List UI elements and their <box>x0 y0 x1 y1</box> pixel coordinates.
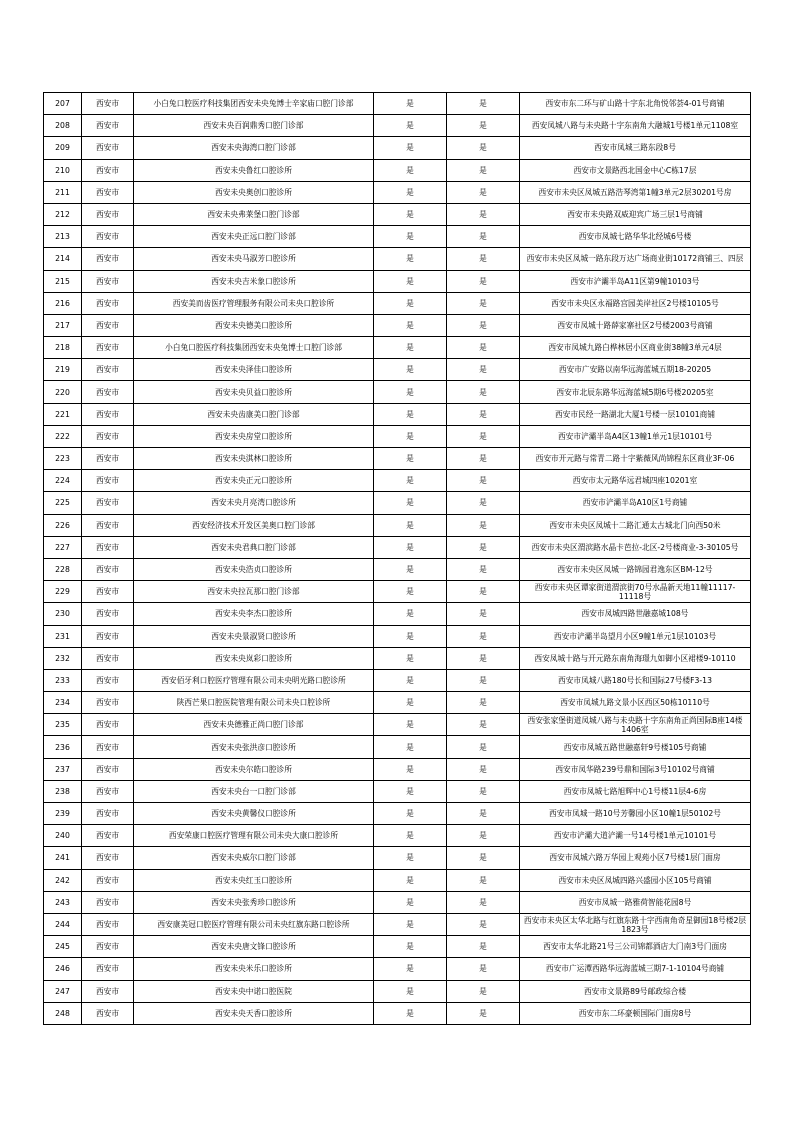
address-cell: 西安市凤城八路180号长和国际27号楼F3-13 <box>520 669 751 691</box>
flag-b-cell: 是 <box>447 226 520 248</box>
address-cell: 西安张家堡街道凤城八路与未央路十字东南角正尚国际B座14楼1406室 <box>520 714 751 736</box>
address-cell: 西安市民经一路湖北大厦1号楼一层10101商铺 <box>520 403 751 425</box>
table-row <box>44 314 751 336</box>
address-cell: 西安市凤城一路雅荷智能花园8号 <box>520 891 751 913</box>
city-cell: 西安市 <box>82 470 134 492</box>
flag-b-cell: 是 <box>447 1002 520 1024</box>
flag-b-cell: 是 <box>447 692 520 714</box>
flag-b-cell: 是 <box>447 115 520 137</box>
clinic-name-cell: 西安未央中诺口腔医院 <box>134 980 374 1002</box>
table-row <box>44 137 751 159</box>
table-row <box>44 403 751 425</box>
clinic-name-cell: 西安未央马淑芳口腔诊所 <box>134 248 374 270</box>
row-number-cell: 209 <box>44 137 82 159</box>
table-row <box>44 913 751 935</box>
flag-a-cell: 是 <box>374 270 447 292</box>
table-row <box>44 381 751 403</box>
table-row <box>44 603 751 625</box>
city-cell: 西安市 <box>82 381 134 403</box>
address-cell: 西安市文景路西北国金中心C栋17层 <box>520 159 751 181</box>
city-cell: 西安市 <box>82 647 134 669</box>
table-row <box>44 891 751 913</box>
clinic-name-cell: 西安未央张洪彦口腔诊所 <box>134 736 374 758</box>
table-row <box>44 115 751 137</box>
flag-a-cell: 是 <box>374 448 447 470</box>
flag-a-cell: 是 <box>374 825 447 847</box>
clinic-name-cell: 西安未央唐文锋口腔诊所 <box>134 936 374 958</box>
row-number-cell: 234 <box>44 692 82 714</box>
address-cell: 西安市未央路双威迎宾广场三层1号商铺 <box>520 203 751 225</box>
address-cell: 西安市凤城九路文景小区西区50栋10110号 <box>520 692 751 714</box>
address-cell: 西安市凤城五路世融嘉轩9号楼105号商铺 <box>520 736 751 758</box>
clinic-name-cell: 西安未央淇林口腔诊所 <box>134 448 374 470</box>
address-cell: 西安市未央区永福路宫园美岸社区2号楼10105号 <box>520 292 751 314</box>
clinic-name-cell: 西安未央泽佳口腔诊所 <box>134 359 374 381</box>
flag-b-cell: 是 <box>447 93 520 115</box>
flag-a-cell: 是 <box>374 359 447 381</box>
city-cell: 西安市 <box>82 359 134 381</box>
flag-b-cell: 是 <box>447 714 520 736</box>
table-row <box>44 159 751 181</box>
row-number-cell: 220 <box>44 381 82 403</box>
flag-a-cell: 是 <box>374 203 447 225</box>
clinic-name-cell: 小白兔口腔医疗科技集团西安未央兔博士辛家庙口腔门诊部 <box>134 93 374 115</box>
row-number-cell: 207 <box>44 93 82 115</box>
flag-b-cell: 是 <box>447 891 520 913</box>
row-number-cell: 225 <box>44 492 82 514</box>
address-cell: 西安市凤城七路华华北经城6号楼 <box>520 226 751 248</box>
city-cell: 西安市 <box>82 514 134 536</box>
flag-b-cell: 是 <box>447 248 520 270</box>
address-cell: 西安市凤华路239号鼎和国际3号10102号商铺 <box>520 758 751 780</box>
flag-a-cell: 是 <box>374 891 447 913</box>
city-cell: 西安市 <box>82 581 134 603</box>
city-cell: 西安市 <box>82 692 134 714</box>
flag-a-cell: 是 <box>374 403 447 425</box>
flag-a-cell: 是 <box>374 137 447 159</box>
row-number-cell: 243 <box>44 891 82 913</box>
address-cell: 西安市浐灞半岛A4区13幢1单元1层10101号 <box>520 425 751 447</box>
row-number-cell: 212 <box>44 203 82 225</box>
address-cell: 西安市未央区凤城十二路汇通太古城北门向西50米 <box>520 514 751 536</box>
city-cell: 西安市 <box>82 492 134 514</box>
city-cell: 西安市 <box>82 913 134 935</box>
address-cell: 西安市广运潭西路华远海蓝城三期7-1-10104号商铺 <box>520 958 751 980</box>
flag-b-cell: 是 <box>447 803 520 825</box>
flag-a-cell: 是 <box>374 803 447 825</box>
flag-a-cell: 是 <box>374 958 447 980</box>
clinic-name-cell: 西安未央海湾口腔门诊部 <box>134 137 374 159</box>
row-number-cell: 221 <box>44 403 82 425</box>
table-row <box>44 692 751 714</box>
clinic-name-cell: 西安未央张秀珍口腔诊所 <box>134 891 374 913</box>
address-cell: 西安市文景路89号邮政综合楼 <box>520 980 751 1002</box>
table-row <box>44 514 751 536</box>
address-cell: 西安市浐灞半岛A11区第9幢10103号 <box>520 270 751 292</box>
city-cell: 西安市 <box>82 603 134 625</box>
flag-a-cell: 是 <box>374 758 447 780</box>
clinic-name-cell: 西安未央弗莱堡口腔门诊部 <box>134 203 374 225</box>
table-row <box>44 536 751 558</box>
city-cell: 西安市 <box>82 625 134 647</box>
flag-b-cell: 是 <box>447 292 520 314</box>
address-cell: 西安市未央区凤城一路东段万达广场商业街10172商铺三、四层 <box>520 248 751 270</box>
city-cell: 西安市 <box>82 736 134 758</box>
row-number-cell: 248 <box>44 1002 82 1024</box>
city-cell: 西安市 <box>82 758 134 780</box>
clinic-name-cell: 西安未央奥创口腔诊所 <box>134 181 374 203</box>
clinic-name-cell: 西安康美冠口腔医疗管理有限公司未央红旗东路口腔诊所 <box>134 913 374 935</box>
clinic-name-cell: 西安未央天香口腔诊所 <box>134 1002 374 1024</box>
table-row <box>44 203 751 225</box>
city-cell: 西安市 <box>82 226 134 248</box>
row-number-cell: 227 <box>44 536 82 558</box>
flag-a-cell: 是 <box>374 181 447 203</box>
address-cell: 西安凤城八路与未央路十字东南角大融城1号楼1单元1108室 <box>520 115 751 137</box>
clinic-name-cell: 西安未央君典口腔门诊部 <box>134 536 374 558</box>
city-cell: 西安市 <box>82 803 134 825</box>
flag-b-cell: 是 <box>447 203 520 225</box>
flag-b-cell: 是 <box>447 558 520 580</box>
table-row <box>44 226 751 248</box>
row-number-cell: 228 <box>44 558 82 580</box>
row-number-cell: 224 <box>44 470 82 492</box>
flag-a-cell: 是 <box>374 292 447 314</box>
clinic-name-cell: 西安未央月亮湾口腔诊所 <box>134 492 374 514</box>
flag-b-cell: 是 <box>447 980 520 1002</box>
flag-a-cell: 是 <box>374 1002 447 1024</box>
flag-b-cell: 是 <box>447 514 520 536</box>
address-cell: 西安市广安路以南华远海蓝城五期18-20205 <box>520 359 751 381</box>
table-row <box>44 448 751 470</box>
flag-a-cell: 是 <box>374 714 447 736</box>
city-cell: 西安市 <box>82 137 134 159</box>
flag-a-cell: 是 <box>374 536 447 558</box>
table-row <box>44 758 751 780</box>
table-row <box>44 359 751 381</box>
clinic-name-cell: 西安未央黄馨仪口腔诊所 <box>134 803 374 825</box>
address-cell: 西安市太元路华远君城四座10201室 <box>520 470 751 492</box>
flag-a-cell: 是 <box>374 692 447 714</box>
flag-b-cell: 是 <box>447 913 520 935</box>
table-row <box>44 581 751 603</box>
table-row <box>44 780 751 802</box>
address-cell: 西安市东二环与矿山路十字东北角悦邻荟4-01号商铺 <box>520 93 751 115</box>
flag-b-cell: 是 <box>447 736 520 758</box>
table-row <box>44 803 751 825</box>
address-cell: 西安市未央区太华北路与红旗东路十字西南角奇星御园18号楼2层1823号 <box>520 913 751 935</box>
clinic-name-cell: 西安荣康口腔医疗管理有限公司未央大康口腔诊所 <box>134 825 374 847</box>
flag-b-cell: 是 <box>447 958 520 980</box>
city-cell: 西安市 <box>82 780 134 802</box>
table-row <box>44 714 751 736</box>
table-row <box>44 337 751 359</box>
flag-b-cell: 是 <box>447 470 520 492</box>
address-cell: 西安市开元路与常青二路十字紫薇风尚锦程东区商业3F-06 <box>520 448 751 470</box>
flag-a-cell: 是 <box>374 847 447 869</box>
flag-b-cell: 是 <box>447 359 520 381</box>
flag-b-cell: 是 <box>447 448 520 470</box>
row-number-cell: 215 <box>44 270 82 292</box>
row-number-cell: 226 <box>44 514 82 536</box>
city-cell: 西安市 <box>82 869 134 891</box>
city-cell: 西安市 <box>82 292 134 314</box>
clinic-name-cell: 西安未央李杰口腔诊所 <box>134 603 374 625</box>
table-row <box>44 292 751 314</box>
row-number-cell: 222 <box>44 425 82 447</box>
clinic-name-cell: 西安未央景淑贤口腔诊所 <box>134 625 374 647</box>
clinic-name-cell: 西安未央房堂口腔诊所 <box>134 425 374 447</box>
row-number-cell: 223 <box>44 448 82 470</box>
row-number-cell: 244 <box>44 913 82 935</box>
address-cell: 西安市凤城九路白桦林居小区商业街38幢3单元4层 <box>520 337 751 359</box>
address-cell: 西安市凤城七路旭辉中心1号楼11层4-6房 <box>520 780 751 802</box>
row-number-cell: 214 <box>44 248 82 270</box>
address-cell: 西安市凤城六路万华园上观苑小区7号楼1层门面房 <box>520 847 751 869</box>
address-cell: 西安市浐灞大道浐灞一号14号楼1单元10101号 <box>520 825 751 847</box>
row-number-cell: 230 <box>44 603 82 625</box>
address-cell: 西安市未央区谭家街道渭滨街70号水晶新天地11幢11117-11118号 <box>520 581 751 603</box>
flag-b-cell: 是 <box>447 869 520 891</box>
table-row <box>44 558 751 580</box>
flag-b-cell: 是 <box>447 603 520 625</box>
clinic-name-cell: 西安美而齿医疗管理服务有限公司未央口腔诊所 <box>134 292 374 314</box>
row-number-cell: 240 <box>44 825 82 847</box>
flag-b-cell: 是 <box>447 647 520 669</box>
city-cell: 西安市 <box>82 891 134 913</box>
city-cell: 西安市 <box>82 936 134 958</box>
flag-a-cell: 是 <box>374 581 447 603</box>
clinic-name-cell: 西安未央正元口腔诊所 <box>134 470 374 492</box>
flag-a-cell: 是 <box>374 470 447 492</box>
address-cell: 西安市凤城三路东段8号 <box>520 137 751 159</box>
flag-b-cell: 是 <box>447 825 520 847</box>
flag-b-cell: 是 <box>447 270 520 292</box>
clinic-table <box>43 92 751 1025</box>
table-row <box>44 625 751 647</box>
flag-a-cell: 是 <box>374 669 447 691</box>
table-row <box>44 492 751 514</box>
row-number-cell: 231 <box>44 625 82 647</box>
table-row <box>44 669 751 691</box>
flag-a-cell: 是 <box>374 226 447 248</box>
address-cell: 西安市未央区渭滨路水晶卡芭拉-北区-2号楼商业-3-30105号 <box>520 536 751 558</box>
row-number-cell: 238 <box>44 780 82 802</box>
city-cell: 西安市 <box>82 248 134 270</box>
flag-b-cell: 是 <box>447 780 520 802</box>
address-cell: 西安市浐灞半岛A10区1号商铺 <box>520 492 751 514</box>
clinic-name-cell: 西安未央百润鼎秀口腔门诊部 <box>134 115 374 137</box>
row-number-cell: 242 <box>44 869 82 891</box>
row-number-cell: 236 <box>44 736 82 758</box>
clinic-name-cell: 西安未央德雅正尚口腔门诊部 <box>134 714 374 736</box>
table-row <box>44 470 751 492</box>
flag-b-cell: 是 <box>447 492 520 514</box>
row-number-cell: 217 <box>44 314 82 336</box>
flag-a-cell: 是 <box>374 869 447 891</box>
clinic-name-cell: 西安佰牙利口腔医疗管理有限公司未央明光路口腔诊所 <box>134 669 374 691</box>
clinic-name-cell: 西安未央拉瓦那口腔门诊部 <box>134 581 374 603</box>
clinic-name-cell: 小白兔口腔医疗科技集团西安未央兔博士口腔门诊部 <box>134 337 374 359</box>
clinic-name-cell: 西安未央台一口腔门诊部 <box>134 780 374 802</box>
address-cell: 西安市凤城一路10号芳馨园小区10幢1层50102号 <box>520 803 751 825</box>
flag-a-cell: 是 <box>374 381 447 403</box>
address-cell: 西安凤城十路与开元路东南角海璟九如御小区裙楼9-10110 <box>520 647 751 669</box>
city-cell: 西安市 <box>82 980 134 1002</box>
flag-b-cell: 是 <box>447 536 520 558</box>
clinic-name-cell: 西安经济技术开发区美奥口腔门诊部 <box>134 514 374 536</box>
table-row <box>44 647 751 669</box>
table-row <box>44 847 751 869</box>
row-number-cell: 208 <box>44 115 82 137</box>
flag-b-cell: 是 <box>447 425 520 447</box>
flag-b-cell: 是 <box>447 181 520 203</box>
flag-a-cell: 是 <box>374 625 447 647</box>
table-row <box>44 869 751 891</box>
flag-b-cell: 是 <box>447 137 520 159</box>
city-cell: 西安市 <box>82 847 134 869</box>
table-row <box>44 425 751 447</box>
flag-b-cell: 是 <box>447 758 520 780</box>
clinic-name-cell: 西安未央贝益口腔诊所 <box>134 381 374 403</box>
flag-a-cell: 是 <box>374 115 447 137</box>
address-cell: 西安市未央区凤城五路浩琴湾第1幢3单元2层30201号房 <box>520 181 751 203</box>
city-cell: 西安市 <box>82 536 134 558</box>
clinic-table-body <box>44 93 751 1025</box>
row-number-cell: 233 <box>44 669 82 691</box>
flag-b-cell: 是 <box>447 669 520 691</box>
flag-a-cell: 是 <box>374 248 447 270</box>
flag-a-cell: 是 <box>374 558 447 580</box>
city-cell: 西安市 <box>82 1002 134 1024</box>
clinic-name-cell: 西安未央岚彩口腔诊所 <box>134 647 374 669</box>
flag-a-cell: 是 <box>374 492 447 514</box>
flag-a-cell: 是 <box>374 603 447 625</box>
city-cell: 西安市 <box>82 314 134 336</box>
city-cell: 西安市 <box>82 558 134 580</box>
flag-a-cell: 是 <box>374 913 447 935</box>
clinic-name-cell: 西安未央德美口腔诊所 <box>134 314 374 336</box>
flag-b-cell: 是 <box>447 936 520 958</box>
flag-a-cell: 是 <box>374 780 447 802</box>
city-cell: 西安市 <box>82 337 134 359</box>
table-row <box>44 270 751 292</box>
flag-a-cell: 是 <box>374 936 447 958</box>
row-number-cell: 237 <box>44 758 82 780</box>
city-cell: 西安市 <box>82 115 134 137</box>
city-cell: 西安市 <box>82 93 134 115</box>
address-cell: 西安市凤城十路薛家寨社区2号楼2003号商铺 <box>520 314 751 336</box>
table-row <box>44 736 751 758</box>
city-cell: 西安市 <box>82 669 134 691</box>
address-cell: 西安市未央区凤城一路锦园君逸东区BM-12号 <box>520 558 751 580</box>
city-cell: 西安市 <box>82 714 134 736</box>
city-cell: 西安市 <box>82 448 134 470</box>
flag-b-cell: 是 <box>447 581 520 603</box>
address-cell: 西安市东二环豪顿国际门面房8号 <box>520 1002 751 1024</box>
city-cell: 西安市 <box>82 425 134 447</box>
flag-a-cell: 是 <box>374 314 447 336</box>
flag-b-cell: 是 <box>447 403 520 425</box>
clinic-name-cell: 陕西芒果口腔医院管理有限公司未央口腔诊所 <box>134 692 374 714</box>
clinic-name-cell: 西安未央尔皓口腔诊所 <box>134 758 374 780</box>
flag-a-cell: 是 <box>374 647 447 669</box>
flag-a-cell: 是 <box>374 337 447 359</box>
address-cell: 西安市凤城四路世融嘉城108号 <box>520 603 751 625</box>
flag-a-cell: 是 <box>374 980 447 1002</box>
table-row <box>44 181 751 203</box>
table-row <box>44 93 751 115</box>
clinic-name-cell: 西安未央威尔口腔门诊部 <box>134 847 374 869</box>
clinic-name-cell: 西安未央鲁红口腔诊所 <box>134 159 374 181</box>
row-number-cell: 235 <box>44 714 82 736</box>
city-cell: 西安市 <box>82 181 134 203</box>
row-number-cell: 246 <box>44 958 82 980</box>
address-cell: 西安市浐灞半岛望月小区9幢1单元1层10103号 <box>520 625 751 647</box>
row-number-cell: 210 <box>44 159 82 181</box>
address-cell: 西安市北辰东路华远海蓝城5期6号楼20205室 <box>520 381 751 403</box>
clinic-name-cell: 西安未央红玉口腔诊所 <box>134 869 374 891</box>
table-row <box>44 980 751 1002</box>
table-row <box>44 248 751 270</box>
row-number-cell: 247 <box>44 980 82 1002</box>
clinic-name-cell: 西安未央正远口腔门诊部 <box>134 226 374 248</box>
row-number-cell: 229 <box>44 581 82 603</box>
row-number-cell: 216 <box>44 292 82 314</box>
flag-b-cell: 是 <box>447 847 520 869</box>
row-number-cell: 219 <box>44 359 82 381</box>
row-number-cell: 245 <box>44 936 82 958</box>
row-number-cell: 241 <box>44 847 82 869</box>
clinic-name-cell: 西安未央米乐口腔诊所 <box>134 958 374 980</box>
city-cell: 西安市 <box>82 203 134 225</box>
clinic-name-cell: 西安未央浩贞口腔诊所 <box>134 558 374 580</box>
flag-a-cell: 是 <box>374 514 447 536</box>
flag-b-cell: 是 <box>447 337 520 359</box>
row-number-cell: 232 <box>44 647 82 669</box>
city-cell: 西安市 <box>82 958 134 980</box>
row-number-cell: 211 <box>44 181 82 203</box>
flag-b-cell: 是 <box>447 381 520 403</box>
flag-a-cell: 是 <box>374 93 447 115</box>
flag-b-cell: 是 <box>447 159 520 181</box>
row-number-cell: 218 <box>44 337 82 359</box>
flag-b-cell: 是 <box>447 314 520 336</box>
table-row <box>44 958 751 980</box>
address-cell: 西安市未央区凤城四路兴盛园小区105号商铺 <box>520 869 751 891</box>
row-number-cell: 239 <box>44 803 82 825</box>
table-row <box>44 1002 751 1024</box>
table-row <box>44 936 751 958</box>
clinic-name-cell: 西安未央齿康美口腔门诊部 <box>134 403 374 425</box>
city-cell: 西安市 <box>82 270 134 292</box>
city-cell: 西安市 <box>82 403 134 425</box>
address-cell: 西安市太华北路21号三公司锦都酒店大门南3号门面房 <box>520 936 751 958</box>
table-row <box>44 825 751 847</box>
city-cell: 西安市 <box>82 825 134 847</box>
flag-a-cell: 是 <box>374 736 447 758</box>
city-cell: 西安市 <box>82 159 134 181</box>
clinic-name-cell: 西安未央吉米象口腔诊所 <box>134 270 374 292</box>
row-number-cell: 213 <box>44 226 82 248</box>
flag-b-cell: 是 <box>447 625 520 647</box>
flag-a-cell: 是 <box>374 425 447 447</box>
flag-a-cell: 是 <box>374 159 447 181</box>
